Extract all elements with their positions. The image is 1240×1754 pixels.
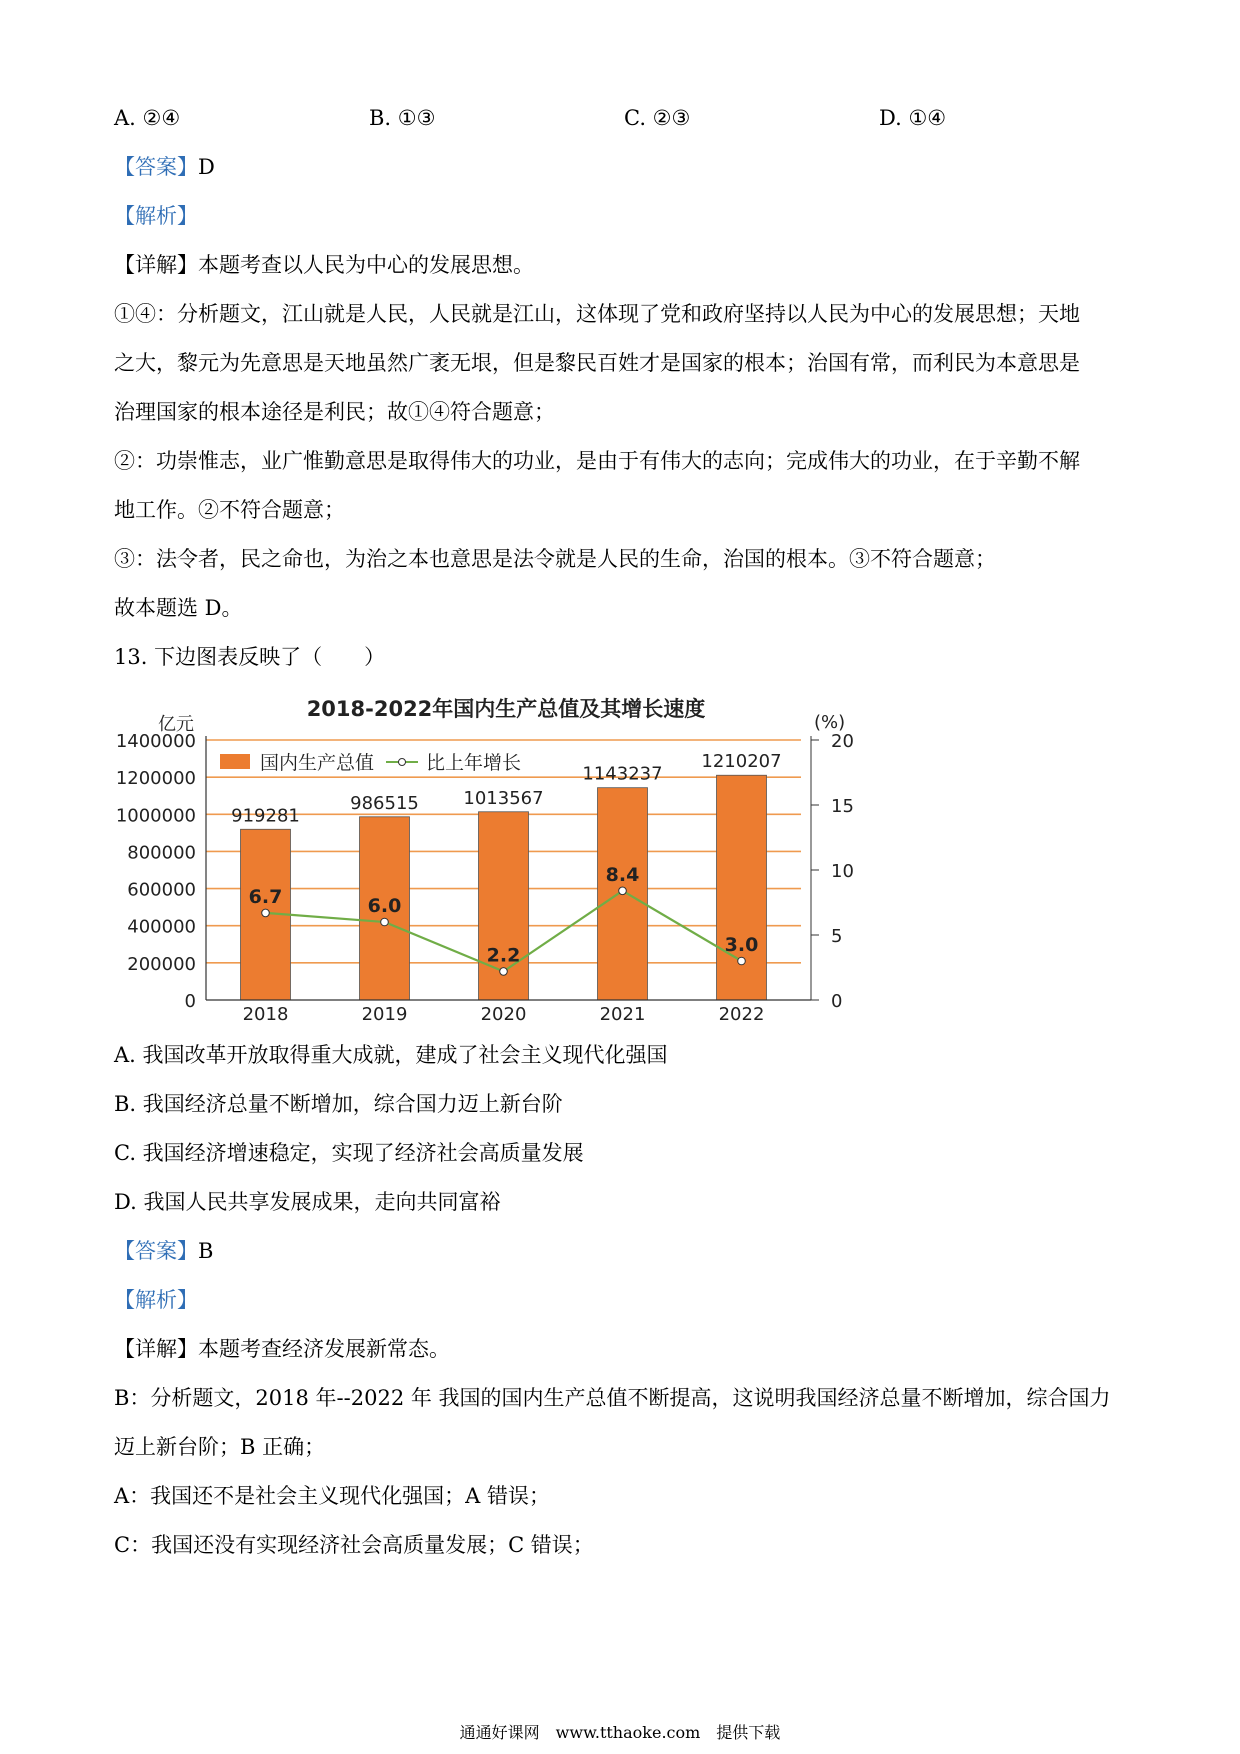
q13-detail-line-4: A：我国还不是社会主义现代化强国；A 错误； — [114, 1484, 551, 1508]
bar-value-label: 1143237 — [582, 763, 663, 785]
q13-analysis-tag: 【解析】 — [114, 1288, 198, 1312]
growth-value-label: 3.0 — [724, 934, 759, 956]
q13-option-b: B. 我国经济总量不断增加，综合国力迈上新台阶 — [114, 1092, 563, 1116]
x-tick-label: 2018 — [242, 1004, 289, 1025]
x-tick-label: 2022 — [718, 1004, 765, 1025]
q13-option-d: D. 我国人民共享发展成果，走向共同富裕 — [114, 1190, 501, 1214]
legend-bar-label: 国内生产总值 — [260, 752, 375, 774]
legend-bar-swatch — [220, 754, 250, 769]
bar-value-label: 1013567 — [463, 787, 544, 809]
q12-answer-value: D — [198, 155, 215, 179]
q12-answer-tag: 【答案】 — [114, 155, 198, 179]
q13-detail-line-3: 迈上新台阶；B 正确； — [114, 1435, 326, 1459]
q12-detail-line-1: 【详解】本题考查以人民为中心的发展思想。 — [114, 253, 534, 277]
bar-value-label: 1210207 — [701, 751, 782, 773]
q13-option-a: A. 我国改革开放取得重大成就，建成了社会主义现代化强国 — [114, 1043, 668, 1067]
q13-answer — [114, 1236, 213, 1266]
chart-title: 2018-2022年国内生产总值及其增长速度 — [306, 697, 706, 721]
legend-line-marker — [399, 759, 406, 766]
page-footer: 通通好课网 www.tthaoke.com 提供下载 — [459, 1723, 781, 1742]
q12-detail-line-4: 治理国家的根本途径是利民；故①④符合题意； — [114, 400, 555, 424]
growth-point — [262, 909, 270, 917]
y2-tick-label: 0 — [831, 991, 843, 1012]
q12-analysis-tag: 【解析】 — [114, 204, 198, 228]
q13-detail-line-1: 【详解】本题考查经济发展新常态。 — [114, 1337, 450, 1361]
y2-tick-label: 15 — [831, 796, 854, 817]
q13-option-c: C. 我国经济增速稳定，实现了经济社会高质量发展 — [114, 1141, 584, 1165]
growth-point — [738, 957, 746, 965]
q12-answer — [114, 152, 215, 182]
y-tick-label: 1000000 — [116, 805, 196, 827]
q13-stem: 13. 下边图表反映了（ ） — [114, 645, 386, 669]
bar-value-label: 919281 — [231, 805, 300, 827]
q13-detail-line-5: C：我国还没有实现经济社会高质量发展；C 错误； — [114, 1533, 594, 1557]
q12-detail-line-6: 地工作。②不符合题意； — [114, 498, 345, 522]
y2-tick-label: 20 — [831, 731, 854, 752]
y2-tick-label: 5 — [831, 926, 843, 947]
y-axis-label: 亿元 — [158, 714, 194, 735]
q12-detail-line-3: 之大，黎元为先意思是天地虽然广袤无垠，但是黎民百姓才是国家的根本；治国有常，而利民为本意思是 — [114, 351, 1080, 375]
growth-point — [619, 887, 627, 895]
gdp-chart — [116, 690, 856, 1035]
growth-value-label: 8.4 — [605, 863, 640, 886]
bar-value-label: 986515 — [350, 792, 419, 814]
q12-detail-line-2: ①④：分析题文，江山就是人民，人民就是江山，这体现了党和政府坚持以人民为中心的发展思想；天地 — [114, 302, 1080, 326]
bar — [717, 775, 767, 1000]
q12-detail-line-8: 故本题选 D。 — [114, 596, 243, 620]
x-tick-label: 2021 — [599, 1004, 646, 1025]
y2-tick-label: 10 — [831, 861, 854, 882]
legend-line-label: 比上年增长 — [426, 752, 522, 774]
x-tick-label: 2019 — [361, 1004, 408, 1025]
y-tick-label: 1200000 — [116, 768, 196, 790]
growth-point — [381, 918, 389, 926]
q13-detail-line-2: B：分析题文，2018 年--2022 年 我国的国内生产总值不断提高，这说明我国经济总量不断增加，综合国力 — [114, 1386, 1111, 1410]
q12-detail-line-5: ②：功崇惟志，业广惟勤意思是取得伟大的功业，是由于有伟大的志向；完成伟大的功业，在于辛勤不解 — [114, 449, 1080, 473]
q12-detail-line-7: ③：法令者，民之命也，为治之本也意思是法令就是人民的生命，治国的根本。③不符合题意； — [114, 547, 996, 571]
q13-answer-tag: 【答案】 — [114, 1239, 198, 1263]
q12-option-c: C. ②③ — [624, 106, 691, 130]
growth-value-label: 6.0 — [367, 895, 402, 917]
legend — [220, 752, 521, 774]
y-tick-label: 400000 — [127, 916, 196, 938]
q12-option-b: B. ①③ — [369, 106, 436, 130]
y-tick-label: 0 — [184, 991, 196, 1012]
growth-point — [500, 968, 508, 976]
y-tick-label: 1400000 — [116, 731, 196, 752]
y-tick-label: 600000 — [127, 879, 196, 901]
growth-value-label: 6.7 — [248, 885, 283, 908]
x-tick-label: 2020 — [480, 1004, 527, 1025]
y-tick-label: 800000 — [127, 842, 196, 864]
y-tick-label: 200000 — [127, 953, 196, 975]
y2-axis-label: (%) — [814, 712, 846, 733]
q12-option-a: A. ②④ — [114, 106, 181, 130]
q12-option-d: D. ①④ — [879, 106, 947, 130]
q13-answer-value: B — [198, 1239, 214, 1263]
growth-value-label: 2.2 — [486, 944, 521, 967]
